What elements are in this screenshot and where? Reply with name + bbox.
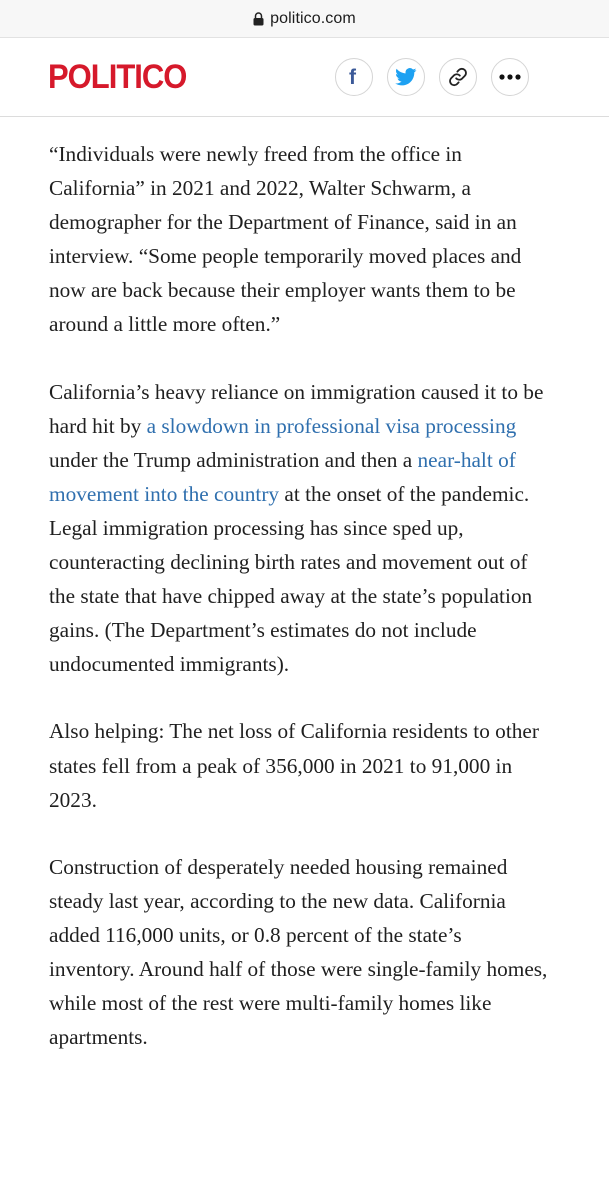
paragraph-4: Construction of desperately needed housing remained steady last year, according to the new data. California added 116,000 units, or 0.8 percent of the state’s inventory. Around half of those were single-family homes, while most of the rest were multi-family homes like apartments. bbox=[49, 854, 548, 1050]
movement-halt-link[interactable]: near-halt of movement into the country bbox=[49, 447, 516, 506]
copy-link-button[interactable] bbox=[439, 58, 477, 96]
paragraph-1: “Individuals were newly freed from the office in California” in 2021 and 2022, Walter Schwarm, a demographer for the Department of Finance, said in an interview. “Some people temporarily moved places and now are back because their employer wants them to be around a little more often.” bbox=[49, 142, 522, 337]
facebook-share-button[interactable] bbox=[335, 58, 373, 96]
article-body bbox=[49, 137, 549, 1087]
facebook-icon bbox=[347, 66, 361, 88]
paragraph-2-text-c: at the onset of the pandemic. Legal immigration processing has since sped up, counteracting declining birth rates and movement out of the state that have chipped away at the state’s population gains. (The Department’s estimates do not include undocumented immigrants). bbox=[49, 481, 533, 677]
politico-logo[interactable]: POLITICO bbox=[48, 56, 187, 96]
svg-text:f: f bbox=[349, 66, 356, 88]
paragraph-2-text-a: California’s heavy reliance on immigration caused it to be hard hit by bbox=[49, 379, 544, 438]
paragraph-2 bbox=[49, 375, 549, 682]
site-header bbox=[0, 39, 609, 117]
url-domain[interactable]: politico.com bbox=[270, 9, 356, 27]
twitter-icon bbox=[395, 68, 417, 86]
paragraph-2-text-b: under the Trump administration and then a bbox=[49, 447, 418, 472]
more-icon bbox=[499, 74, 521, 80]
browser-url-bar[interactable] bbox=[0, 0, 609, 38]
more-options-button[interactable] bbox=[491, 58, 529, 96]
visa-processing-link[interactable]: a slowdown in professional visa processing bbox=[146, 413, 517, 438]
twitter-share-button[interactable] bbox=[387, 58, 425, 96]
link-icon bbox=[447, 66, 469, 88]
lock-icon bbox=[253, 12, 264, 26]
paragraph-3: Also helping: The net loss of California residents to other states fell from a peak of 356,000 in 2021 to 91,000 in 2023. bbox=[49, 719, 539, 812]
